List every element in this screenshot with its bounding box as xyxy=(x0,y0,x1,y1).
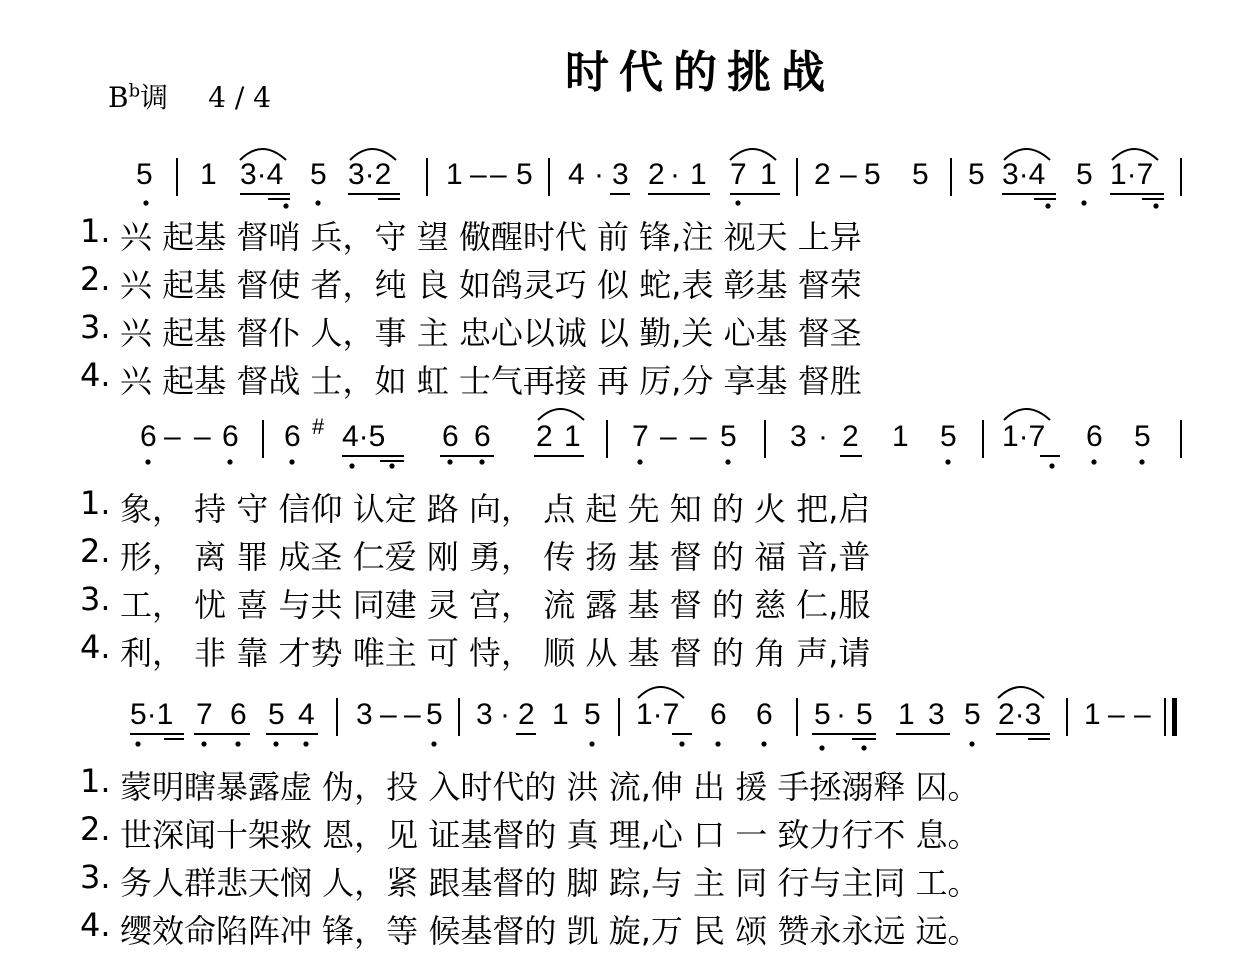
lyric-text: 形， 离 罪 成圣 仁爱 刚 勇， 传 扬 基 督 的 福 音,普 xyxy=(120,538,871,576)
lyric-text: 利， 非 靠 才势 唯主 可 恃， 顺 从 基 督 的 角 声,请 xyxy=(120,634,871,672)
notation-line-2: 6 – – 6 6 # 4·5 6 6 2 1 7 – – 5 3 · 2 1 5 1·7 6 5 xyxy=(0,420,1238,480)
lyric-text: 工， 忧 喜 与共 同建 灵 宫， 流 露 基 督 的 慈 仁,服 xyxy=(120,586,871,624)
verse-number: 1. xyxy=(80,212,111,250)
lyric-text: 兴 起基 督仆 人，事 主 忠心以诚 以 勤,关 心基 督圣 xyxy=(120,314,862,352)
verse-number: 4. xyxy=(80,906,111,944)
page-title: 时代的挑战 xyxy=(565,47,835,98)
key-note: B xyxy=(108,81,129,114)
verse-number: 4. xyxy=(80,356,111,394)
lyric-text: 兴 起基 督战 士，如 虹 士气再接 再 厉,分 享基 督胜 xyxy=(120,362,862,400)
lyric-text: 缨效命陷阵冲 锋，等 候基督的 凯 旋,万 民 颂 赞永永远 远。 xyxy=(120,912,980,950)
lyric-text: 象， 持 守 信仰 认定 路 向， 点 起 先 知 的 火 把,启 xyxy=(120,490,871,528)
verse-number: 2. xyxy=(80,810,111,848)
key-flat: b xyxy=(128,80,141,102)
key-label: 调 xyxy=(140,81,169,114)
lyric-text: 务人群悲天悯 人，紧 跟基督的 脚 踪,与 主 同 行与主同 工。 xyxy=(120,864,980,902)
notation-line-3: 5·1 7 6 5 4 3 – – 5 3 · 2 1 5 1·7 6 6 5 · 5 1 3 5 2·3 1 – – xyxy=(0,698,1238,758)
verse-number: 2. xyxy=(80,532,111,570)
lyric-text: 蒙明瞎暴露虚 伪，投 入时代的 洪 流,伸 出 援 手拯溺释 囚。 xyxy=(120,768,980,806)
verse-number: 3. xyxy=(80,580,111,618)
key-meter: 4 / 4 xyxy=(208,81,271,114)
lyric-text: 兴 起基 督使 者，纯 良 如鸽灵巧 似 蛇,表 彰基 督荣 xyxy=(120,266,862,304)
verse-number: 3. xyxy=(80,308,111,346)
notation-line-1: 5 1 3·4 5 3·2 1 – – 5 4 · 3 2 · 1 7 1 2 – 5 5 5 3·4 5 1·7 xyxy=(0,158,1238,218)
verse-number: 1. xyxy=(80,484,111,522)
verse-number: 1. xyxy=(80,762,111,800)
verse-number: 2. xyxy=(80,260,111,298)
lyric-text: 兴 起基 督哨 兵，守 望 儆醒时代 前 锋,注 视天 上异 xyxy=(120,218,862,256)
lyric-text: 世深闻十架救 恩，见 证基督的 真 理,心 口 一 致力行不 息。 xyxy=(120,816,980,854)
verse-number: 4. xyxy=(80,628,111,666)
verse-number: 3. xyxy=(80,858,111,896)
